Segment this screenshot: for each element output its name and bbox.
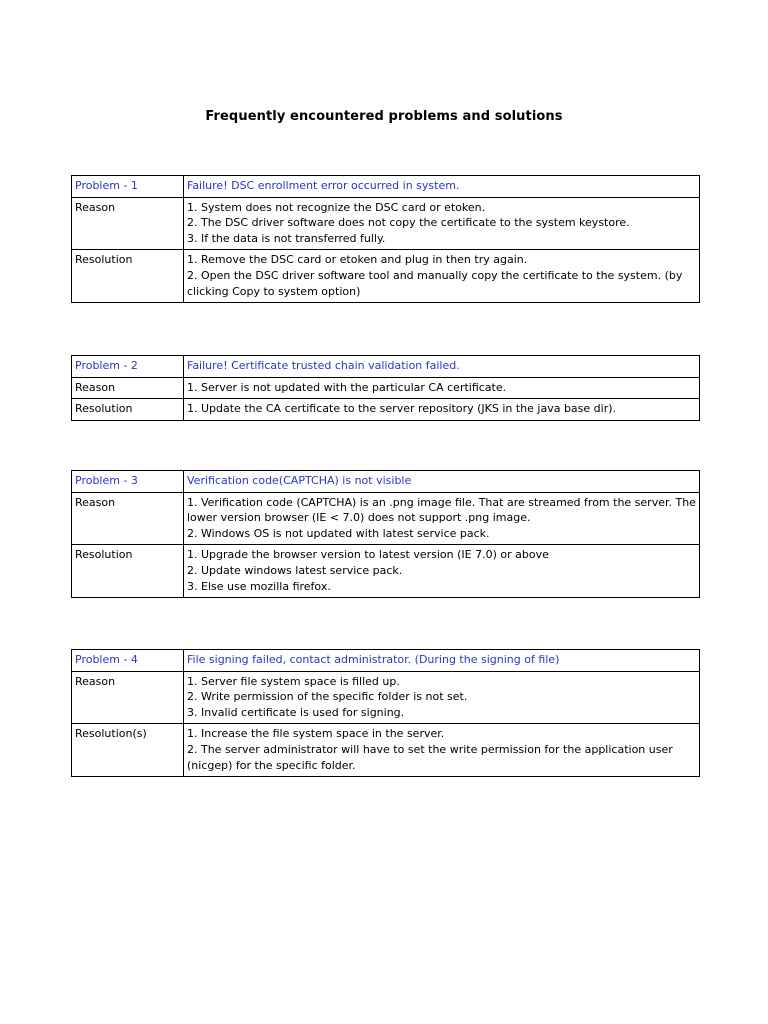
problem-title: Failure! DSC enrollment error occurred in system. (184, 176, 700, 198)
reason-item: 2. Write permission of the specific folder is not set. (187, 690, 468, 704)
reason-list (184, 671, 700, 724)
reason-row (72, 671, 700, 724)
problem-label: Problem - 4 (72, 650, 184, 672)
reason-item: 3. Invalid certificate is used for signing. (187, 705, 405, 719)
reason-item: 1. Server file system space is filled up. (187, 674, 400, 688)
problem-label: Problem - 1 (72, 176, 184, 198)
reason-item: 2. Windows OS is not updated with latest service pack. (187, 526, 490, 540)
reason-row (72, 492, 700, 545)
problem-table-3 (71, 470, 700, 598)
resolution-item: 2. Update windows latest service pack. (187, 563, 403, 577)
reason-row (72, 197, 700, 250)
reason-item: 2. The DSC driver software does not copy the certificate to the system keystore. (187, 216, 630, 230)
resolution-row (72, 724, 700, 777)
reason-list (184, 377, 700, 399)
resolution-label: Resolution(s) (72, 724, 184, 777)
reason-label: Reason (72, 492, 184, 545)
reason-label: Reason (72, 377, 184, 399)
resolution-row (72, 399, 700, 421)
resolution-item: 1. Upgrade the browser version to latest version (IE 7.0) or above (187, 548, 549, 562)
resolution-item: 3. Else use mozilla firefox. (187, 579, 331, 593)
problem-title: Failure! Certificate trusted chain validation failed. (184, 356, 700, 378)
resolution-item: 1. Increase the file system space in the server. (187, 727, 445, 741)
resolution-item: 1. Update the CA certificate to the server repository (JKS in the java base dir). (187, 402, 617, 416)
resolution-list (184, 545, 700, 598)
resolution-item: 2. The server administrator will have to set the write permission for the application user (nicgep) for the specific folder. (187, 742, 673, 772)
resolution-item: 1. Remove the DSC card or etoken and plug in then try again. (187, 253, 528, 267)
resolution-row (72, 250, 700, 303)
problem-table-1 (71, 175, 700, 303)
problem-label: Problem - 2 (72, 356, 184, 378)
page-title: Frequently encountered problems and solutions (205, 109, 563, 124)
reason-list (184, 492, 700, 545)
problem-header-row (72, 356, 700, 378)
resolution-list (184, 399, 700, 421)
problem-table-4 (71, 649, 700, 777)
reason-item: 1. Server is not updated with the particular CA certificate. (187, 380, 507, 394)
problem-header-row (72, 471, 700, 493)
problem-table-2 (71, 355, 700, 421)
reason-label: Reason (72, 671, 184, 724)
reason-row (72, 377, 700, 399)
problem-title: Verification code(CAPTCHA) is not visible (184, 471, 700, 493)
reason-item: 3. If the data is not transferred fully. (187, 231, 386, 245)
reason-item: 1. Verification code (CAPTCHA) is an .png image file. That are streamed from the server. The lower version browser (IE < 7.0) does not support .png image. (187, 495, 696, 525)
problem-header-row (72, 176, 700, 198)
resolution-row (72, 545, 700, 598)
resolution-label: Resolution (72, 399, 184, 421)
resolution-list (184, 724, 700, 777)
resolution-label: Resolution (72, 250, 184, 303)
resolution-label: Resolution (72, 545, 184, 598)
resolution-list (184, 250, 700, 303)
problem-label: Problem - 3 (72, 471, 184, 493)
reason-label: Reason (72, 197, 184, 250)
problem-header-row (72, 650, 700, 672)
resolution-item: 2. Open the DSC driver software tool and manually copy the certificate to the system. (by clicking Copy to system option) (187, 268, 683, 298)
reason-list (184, 197, 700, 250)
reason-item: 1. System does not recognize the DSC card or etoken. (187, 200, 486, 214)
problem-title: File signing failed, contact administrator. (During the signing of file) (184, 650, 700, 672)
